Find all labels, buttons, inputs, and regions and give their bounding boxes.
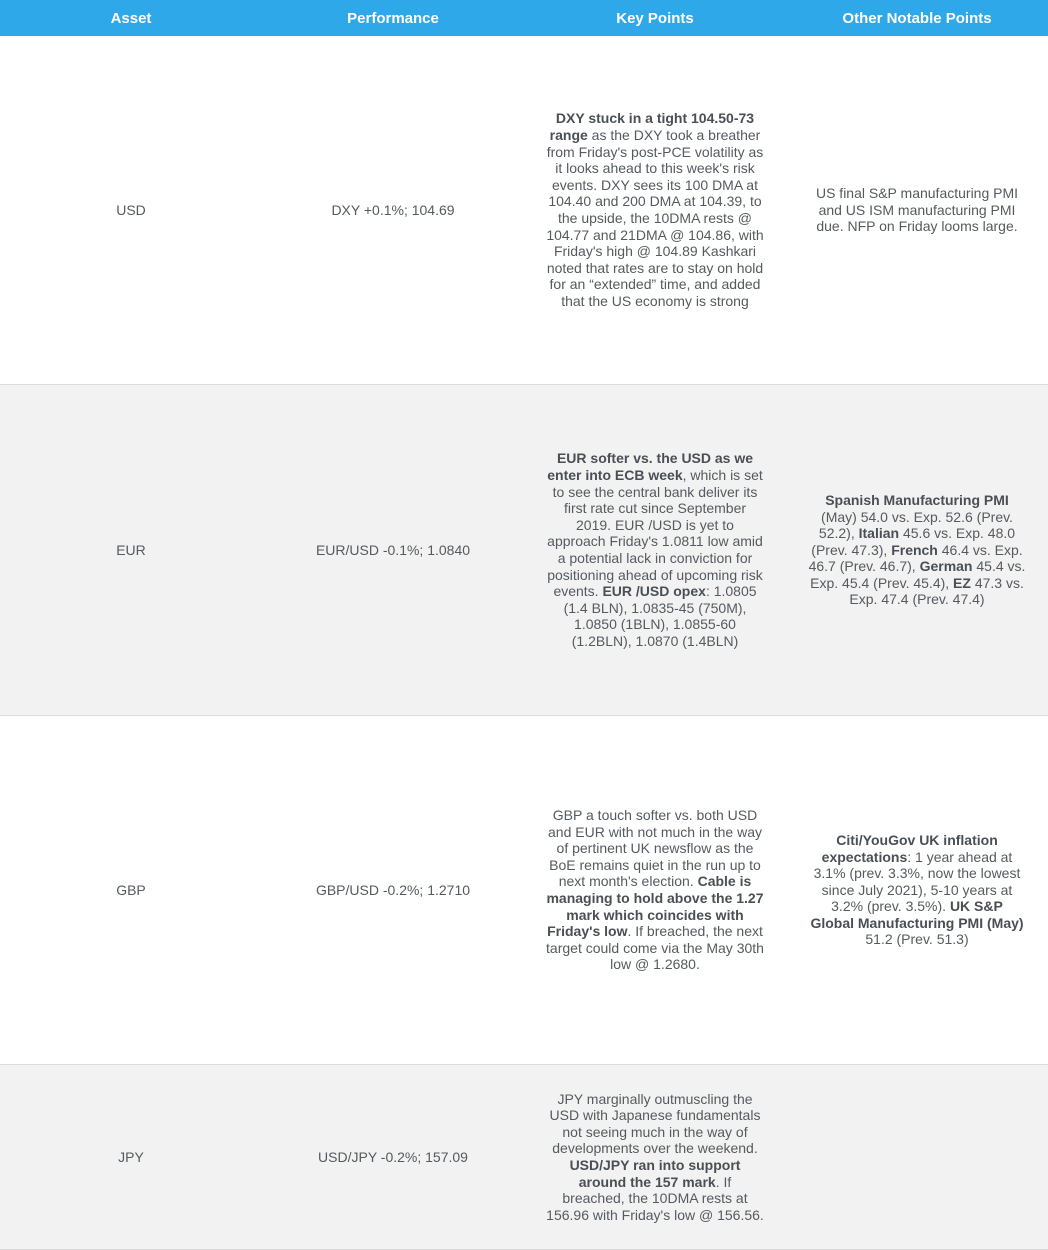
other-points-cell: [786, 36, 1048, 385]
header-key-points: Key Points: [524, 0, 786, 36]
bold-text-segment: German: [919, 558, 973, 575]
text-segment: GBP a touch softer vs. both USD and EUR with not much in the way of pertinent UK newsflow as the BoE remains quiet in the run up to next month's election.: [548, 807, 762, 890]
other-points-cell: [786, 1065, 1048, 1250]
bold-text-segment: Italian: [858, 525, 900, 542]
bold-text-segment: French: [891, 541, 938, 558]
text-segment: (May) 54.0 vs. Exp. 52.6 (Prev. 52.2),: [818, 508, 1013, 542]
bold-text-segment: UK S&P Global Manufacturing PMI (May): [810, 898, 1024, 931]
header-asset: Asset: [0, 0, 262, 36]
other-points-cell: [786, 385, 1048, 716]
table-row-gbp: [0, 716, 1048, 1065]
text-segment: US final S&P manufacturing PMI and US ISM manufacturing PMI due. NFP on Friday looms large.: [815, 185, 1019, 235]
text-segment: 47.3 vs. Exp. 47.4 (Prev. 47.4): [849, 574, 1024, 608]
asset-cell: USD: [0, 36, 262, 385]
key-points-cell: [524, 1065, 786, 1250]
text-segment: : 1.0805 (1.4 BLN), 1.0835-45 (750M), 1.0850 (1BLN), 1.0855-60 (1.2BLN), 1.0870 (1.4BLN): [563, 583, 757, 649]
header-other-notable-points: Other Notable Points: [786, 0, 1048, 36]
key-points-cell: [524, 36, 786, 385]
bold-text-segment: DXY stuck in a tight 104.50-73 range: [549, 110, 755, 144]
bold-text-segment: EUR softer vs. the USD as we enter into ECB week: [547, 450, 754, 484]
asset-cell: JPY: [0, 1065, 262, 1250]
bold-text-segment: EUR /USD opex: [602, 583, 706, 600]
text-segment: 45.4 vs. Exp. 45.4 (Prev. 45.4),: [810, 558, 1026, 591]
table-row-usd: [0, 36, 1048, 385]
bold-text-segment: Spanish Manufacturing PMI: [825, 491, 1009, 508]
key-points-cell: [524, 716, 786, 1065]
table-row-jpy: [0, 1065, 1048, 1250]
text-segment: , which is set to see the central bank deliver its first rate cut since September 2019. EUR /USD is yet to approach Friday's 1.0811 low amid a potential lack in conviction for positioning ahead of upcoming risk events.: [547, 467, 763, 600]
text-segment: JPY marginally outmuscling the USD with Japanese fundamentals not seeing much in the way of developments over the weekend.: [549, 1090, 761, 1157]
bold-text-segment: EZ: [953, 574, 971, 591]
bold-text-segment: Citi/YouGov UK inflation expectations: [821, 831, 998, 865]
performance-cell: DXY +0.1%; 104.69: [262, 36, 524, 385]
header-performance: Performance: [262, 0, 524, 36]
table-row-eur: [0, 385, 1048, 716]
text-segment: : 1 year ahead at 3.1% (prev. 3.3%, now the lowest since July 2021), 5-10 years at 3.2% (prev. 3.5%).: [813, 848, 1021, 915]
text-segment: . If breached, the next target could come via the May 30th low @ 1.2680.: [546, 923, 764, 973]
text-segment: 51.2 (Prev. 51.3): [865, 931, 969, 948]
table-header: [0, 0, 1048, 36]
performance-cell: EUR/USD -0.1%; 1.0840: [262, 385, 524, 716]
key-points-cell: [524, 385, 786, 716]
text-segment: as the DXY took a breather from Friday's post-PCE volatility as it looks ahead to this week's risk events. DXY sees its 100 DMA at 104.40 and 200 DMA at 104.39, to the upside, the 10DMA rests @ 104.77 and 21DMA @ 104.86, with Friday's high @ 104.89 Kashkari noted that rates are to stay on hold for an “extended” time, and added that the US economy is strong: [546, 127, 764, 309]
performance-cell: GBP/USD -0.2%; 1.2710: [262, 716, 524, 1065]
text-segment: 45.6 vs. Exp. 48.0 (Prev. 47.3),: [811, 525, 1016, 558]
other-points-cell: [786, 716, 1048, 1065]
asset-cell: EUR: [0, 385, 262, 716]
bold-text-segment: Cable is managing to hold above the 1.27 mark which coincides with Friday's low: [546, 873, 764, 940]
performance-cell: USD/JPY -0.2%; 157.09: [262, 1065, 524, 1250]
text-segment: . If breached, the 10DMA rests at 156.96 with Friday's low @ 156.56.: [546, 1173, 764, 1223]
text-segment: 46.4 vs. Exp. 46.7 (Prev. 46.7),: [808, 541, 1023, 575]
asset-cell: GBP: [0, 716, 262, 1065]
bold-text-segment: USD/JPY ran into support around the 157 mark: [569, 1157, 741, 1190]
